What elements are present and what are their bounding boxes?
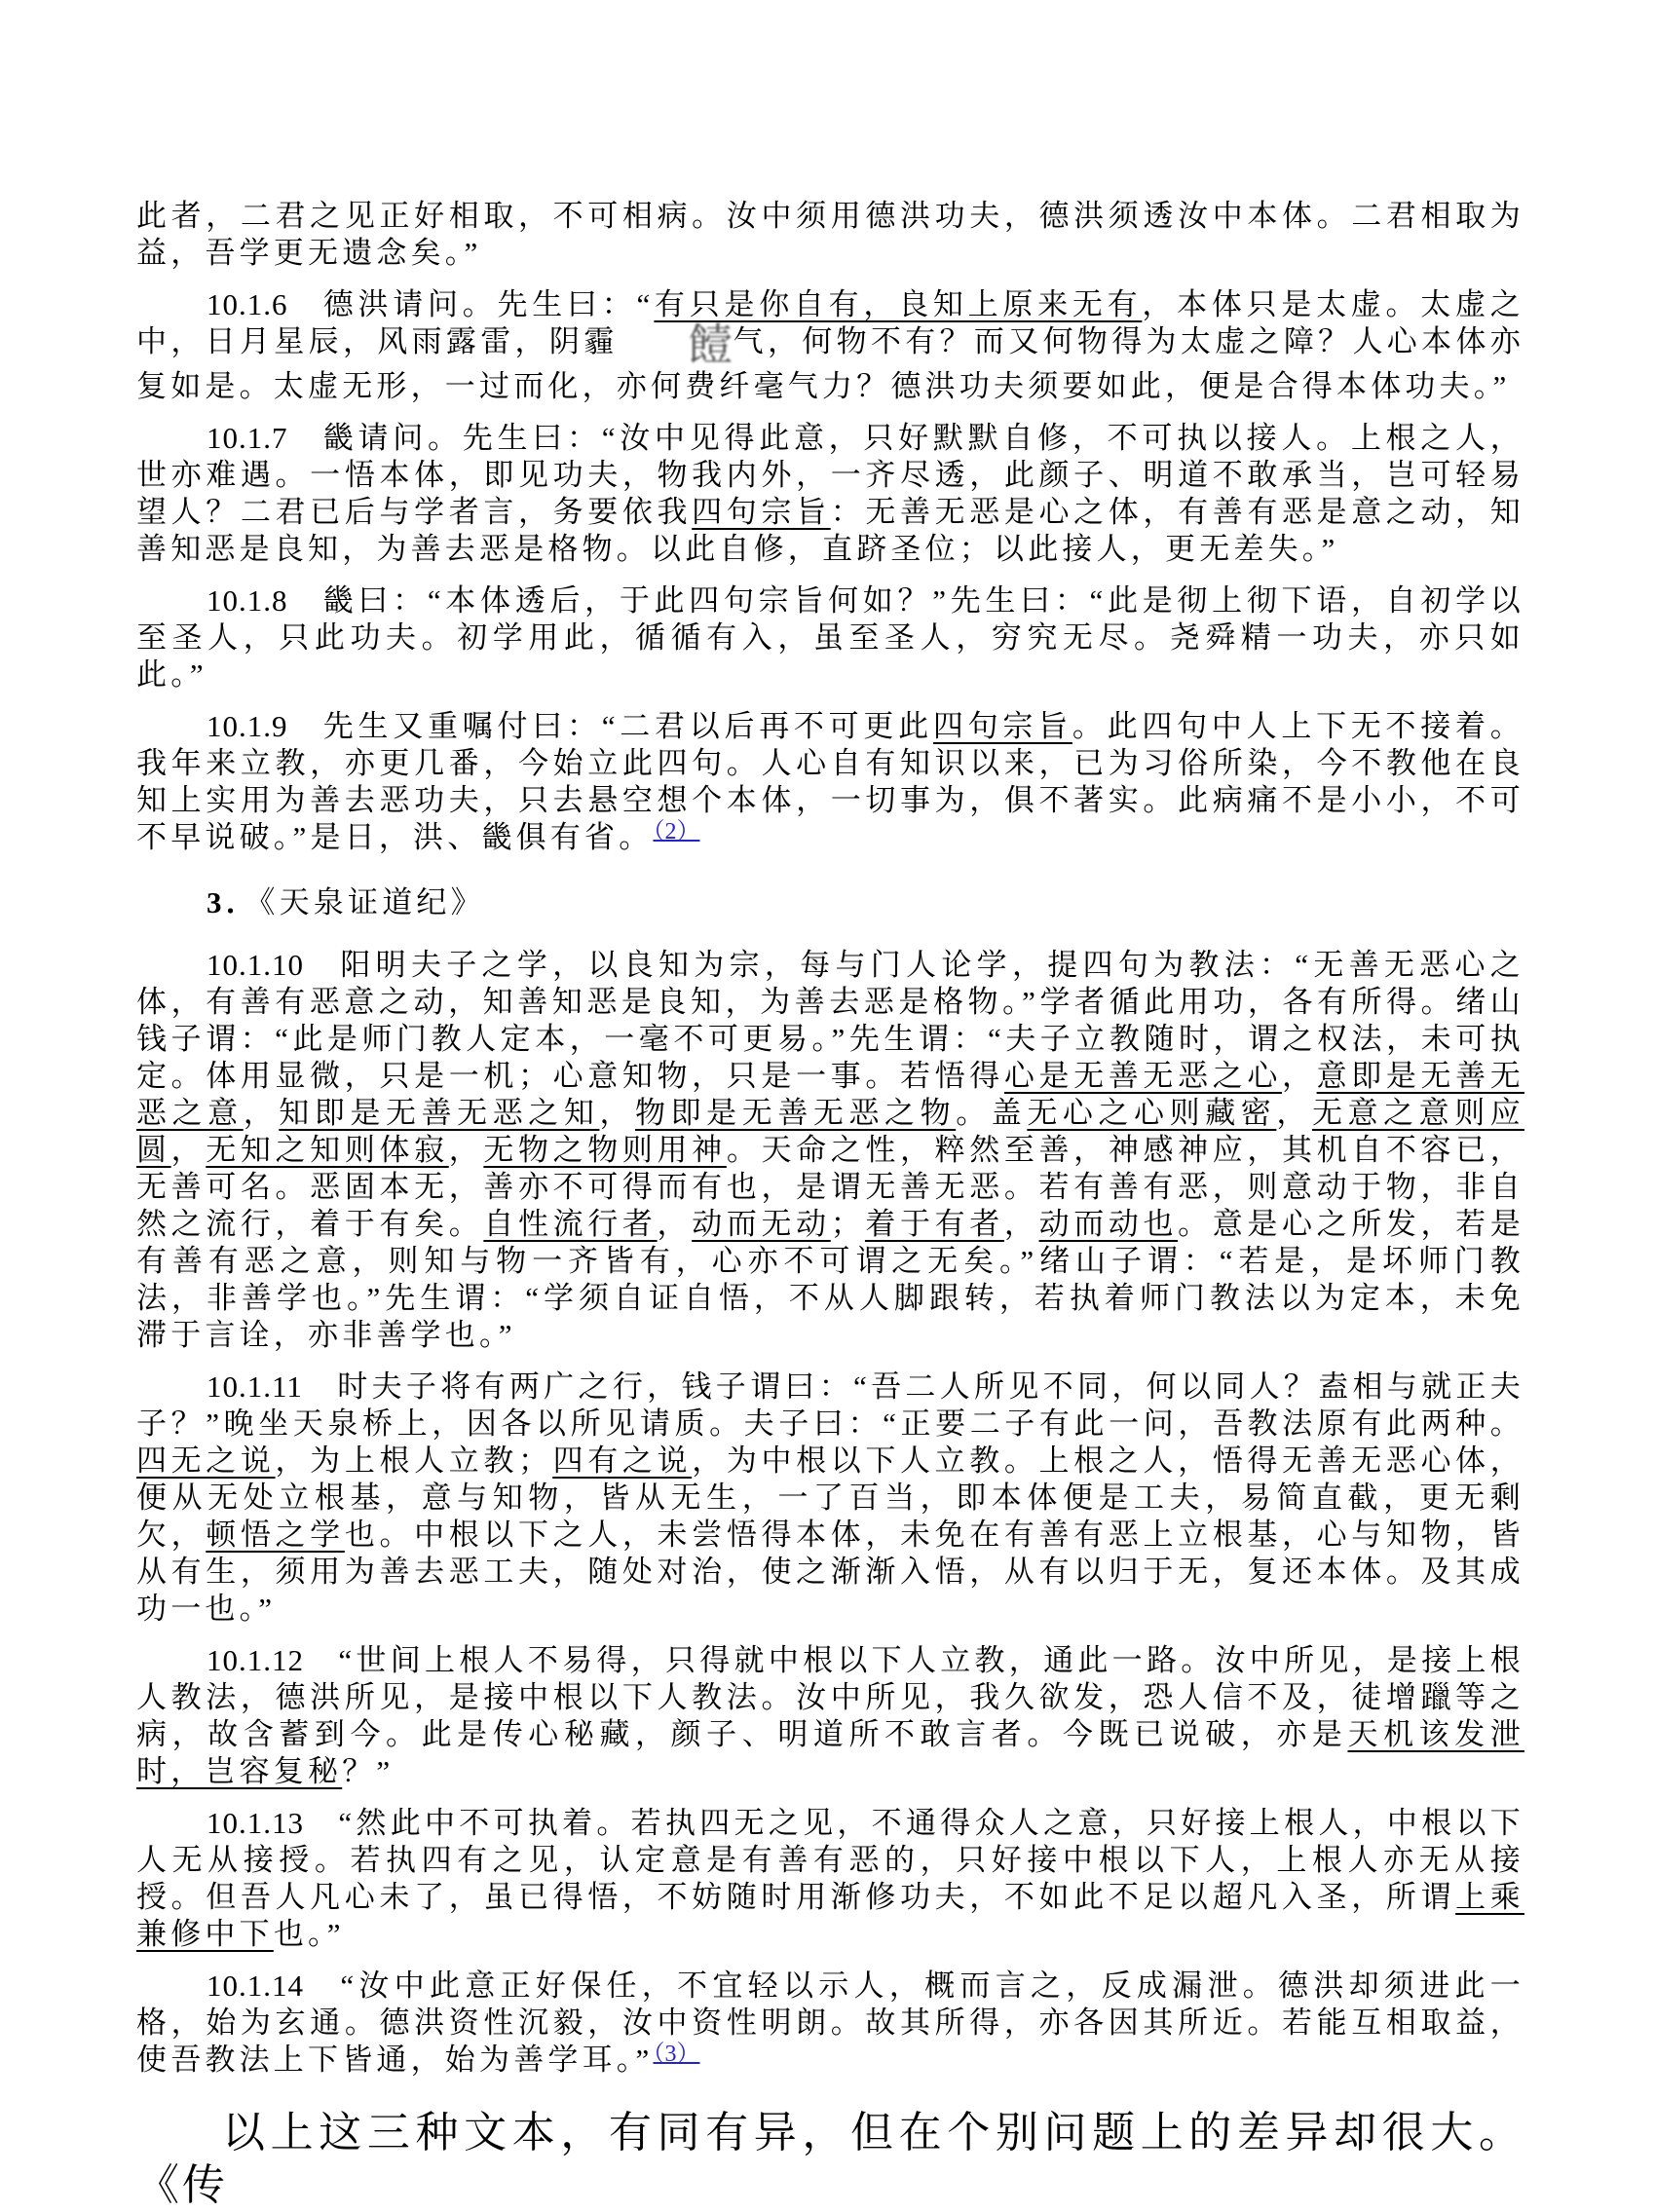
paragraph bbox=[136, 198, 1524, 272]
paragraph-number: 10.1.14 bbox=[207, 1968, 304, 2003]
heading-text: 3． bbox=[207, 885, 260, 919]
text-run: ， bbox=[599, 1096, 636, 1130]
paragraph-number: 10.1.13 bbox=[207, 1806, 304, 1840]
text-run: ， bbox=[1281, 1059, 1317, 1093]
text-run: ，为中根以下人立教。上根之人，悟得无善无恶心体，便从无处立根基，意与知物，皆从无生，一了百当，即本体便是工夫，易简直截，更无剩欠， bbox=[136, 1443, 1524, 1552]
underlined-text: 上乘兼修中下 bbox=[136, 1880, 1524, 1951]
underlined-text: 物即是无善无恶之物 bbox=[635, 1096, 957, 1130]
text-run: 畿曰：“本体透后，于此四句宗旨何如？”先生曰：“此是彻上彻下语，自初学以至圣人，只此功夫。初学用此，循循有入，虽至圣人，穷究无尽。尧舜精一功夫，亦只如此。” bbox=[136, 583, 1524, 692]
text-run: 时夫子将有两广之行，钱子谓曰：“吾二人所见不同，何以同人？盍相与就正夫子？”晚坐天泉桥上，因各以所见请质。夫子曰：“正要二子有此一问，吾教法原有此两种。 bbox=[136, 1369, 1524, 1441]
text-run: ， bbox=[1276, 1096, 1312, 1130]
text-run: ，为上根人立教； bbox=[275, 1443, 553, 1478]
footnote-link[interactable]: （3） bbox=[653, 2042, 700, 2067]
paragraph bbox=[136, 420, 1524, 568]
underlined-text: 无知之知则体寂 bbox=[206, 1133, 449, 1167]
paragraph bbox=[136, 1642, 1524, 1790]
paragraph bbox=[136, 1968, 1524, 2081]
paragraph-number: 10.1.8 bbox=[207, 583, 288, 618]
text-run: ， bbox=[243, 1096, 280, 1130]
paragraph-number: 10.1.9 bbox=[207, 709, 288, 743]
paragraph bbox=[136, 1368, 1524, 1628]
underlined-text: 自性流行者 bbox=[483, 1207, 658, 1241]
underlined-text: 顿悟之学 bbox=[206, 1518, 345, 1552]
text-run: 以上这三种文本，有同有异，但在个别问题上的差异却很大。《传 bbox=[136, 2109, 1524, 2209]
paragraph bbox=[136, 1805, 1524, 1953]
underlined-text: 四有之说 bbox=[552, 1443, 693, 1478]
text-run: 也。” bbox=[273, 1917, 345, 1951]
text-run: “世间上根人不易得，只得就中根以下人立教，通此一路。汝中所见，是接上根人教法，德洪所见，是接中根以下人教法。汝中所见，我久欲发，恐人信不及，徒增躐等之病，故含蓄到今。此是传心秘藏，颜子、明道所不敢言者。今既已说破，亦是 bbox=[136, 1643, 1524, 1751]
section-heading bbox=[136, 884, 1524, 921]
text-run: 气，何物不有？而又何物得为太虚之障？人心本体亦复如是。太虚无形，一过而化，亦何费纤毫气力？德洪功夫须要如此，便是合得本体功夫。” bbox=[136, 324, 1524, 403]
paragraph bbox=[136, 286, 1524, 405]
text-run: 德洪请问。先生曰：“ bbox=[287, 287, 655, 321]
text-run: ？” bbox=[342, 1754, 395, 1788]
underlined-text: 无心之心则藏密 bbox=[1027, 1096, 1277, 1130]
underlined-text: 着于有者 bbox=[864, 1207, 1004, 1241]
underlined-text: 四无之说 bbox=[136, 1443, 276, 1478]
underlined-text: 无物之物则用神 bbox=[483, 1133, 727, 1167]
text-run: ， bbox=[448, 1133, 484, 1167]
paragraph-number: 10.1.12 bbox=[207, 1643, 304, 1677]
text-run: 。意是心之所发，若是有善有恶之意，则知与物一齐皆有，心亦不可谓之无矣。”绪山子谓：“若是，是坏师门教法，非善学也。”先生谓：“学须自证自悟，不从人脚跟转，若执着师门教法以为定本，未免滞于言诠，亦非善学也。” bbox=[136, 1207, 1525, 1352]
underlined-text: 四句宗旨 bbox=[932, 709, 1072, 743]
text-run: “然此中不可执着。若执四无之见，不通得众人之意，只好接上根人，中根以下人无从接授。若执四有之见，认定意是有善有恶的，只好接中根以下人，上根人亦无从接授。但吾人凡心未了，虽已得悟，不妨随时用渐修功夫，不如此不足以超凡入圣，所谓 bbox=[136, 1806, 1524, 1914]
heading-text: 《天泉证道纪》 bbox=[259, 885, 485, 919]
text-run: 。天命之性，粹然至善，神感神应，其机自不容已，无善可名。恶固本无，善亦不可得而有也，是谓无善无恶。若有善有恶，则意动于物，非自然之流行，着于有矣。 bbox=[136, 1133, 1524, 1241]
text-run: 也。中根以下之人，未尝悟得本体，未免在有善有恶上立根基，心与知物，皆从有生，须用为善去恶工夫，随处对治，使之渐渐入悟，从有以归于无，复还本体。及其成功一也。” bbox=[136, 1518, 1524, 1626]
text-run: ； bbox=[830, 1207, 865, 1241]
embedded-char-image: 饐 bbox=[688, 320, 733, 370]
text-run: 畿请问。先生曰：“汝中见得此意，只好默默自修，不可执以接人。上根之人，世亦难遇。一悟本体，即见功夫，物我内外，一齐尽透，此颜子、明道不敢承当，岂可轻易望人？二君已后与学者言，务要依我 bbox=[136, 421, 1524, 529]
text-run: ， bbox=[657, 1207, 693, 1241]
text-run: ：无善无恶是心之体，有善有恶是意之动，知善知恶是良知，为善去恶是格物。以此自修，直跻圣位；以此接人，更无差失。” bbox=[136, 495, 1524, 566]
underlined-text: 无意之意则应圆 bbox=[136, 1096, 1524, 1167]
paragraph-number: 10.1.10 bbox=[207, 948, 304, 982]
footnote-link[interactable]: （2） bbox=[653, 819, 700, 844]
underlined-text: 意即是无善无恶之意 bbox=[136, 1059, 1525, 1130]
paragraph-number: 10.1.11 bbox=[207, 1369, 303, 1404]
paragraph bbox=[136, 2107, 1524, 2212]
underlined-text: 动而无动 bbox=[692, 1207, 831, 1241]
underlined-text: 天机该发泄时，岂容复秘 bbox=[136, 1717, 1525, 1788]
text-run: 。此四句中人上下无不接着。我年来立教，亦更几番，今始立此四句。人心自有知识以来，已为习俗所染，今不教他在良知上实用为善去恶功夫，只去悬空想个本体，一切事为，俱不著实。此病痛不是小小，不可不早说破。”是日，洪、畿俱有省。 bbox=[136, 709, 1524, 854]
paragraph-number: 10.1.6 bbox=[207, 287, 288, 321]
paragraph bbox=[136, 582, 1524, 694]
underlined-text: 有只是你自有，良知上原来无有 bbox=[654, 287, 1143, 321]
underlined-text: 心是无善无恶之心 bbox=[1003, 1059, 1282, 1093]
text-run: ， bbox=[1003, 1207, 1039, 1241]
text-run: ，本体只是太虚。太虚之中，日月星辰，风雨露雷，阴霾 bbox=[136, 287, 1524, 358]
underlined-text: 知即是无善无恶之知 bbox=[279, 1096, 600, 1130]
paragraph-number: 10.1.7 bbox=[207, 421, 288, 455]
text-run: “汝中此意正好保任，不宜轻以示人，概而言之，反成漏泄。德洪却须进此一格，始为玄通。德洪资性沉毅，汝中资性明朗。故其所得，亦各因其所近。若能互相取益，使吾教法上下皆通，始为善学耳。” bbox=[136, 1968, 1524, 2077]
text-run: 先生又重嘱付曰：“二君以后再不可更此 bbox=[287, 709, 933, 743]
underlined-text: 四句宗旨 bbox=[692, 495, 831, 529]
paragraph bbox=[136, 947, 1524, 1354]
text-run: ， bbox=[170, 1133, 207, 1167]
text-run: 阳明夫子之学，以良知为宗，每与门人论学，提四句为教法：“无善无恶心之体，有善有恶意之动，知善知恶是良知，为善去恶是格物。”学者循此用功，各有所得。绪山钱子谓：“此是师门教人定本，一毫不可更易。”先生谓：“夫子立教随时，谓之权法，未可执定。体用显微，只是一机；心意知物，只是一事。若悟得 bbox=[136, 948, 1524, 1093]
text-run: 。盖 bbox=[956, 1096, 1028, 1130]
paragraph bbox=[136, 708, 1524, 859]
underlined-text: 动而动也 bbox=[1038, 1207, 1179, 1241]
text-run: 此者，二君之见正好相取，不可相病。汝中须用德洪功夫，德洪须透汝中本体。二君相取为益，吾学更无遗念矣。” bbox=[136, 199, 1524, 270]
